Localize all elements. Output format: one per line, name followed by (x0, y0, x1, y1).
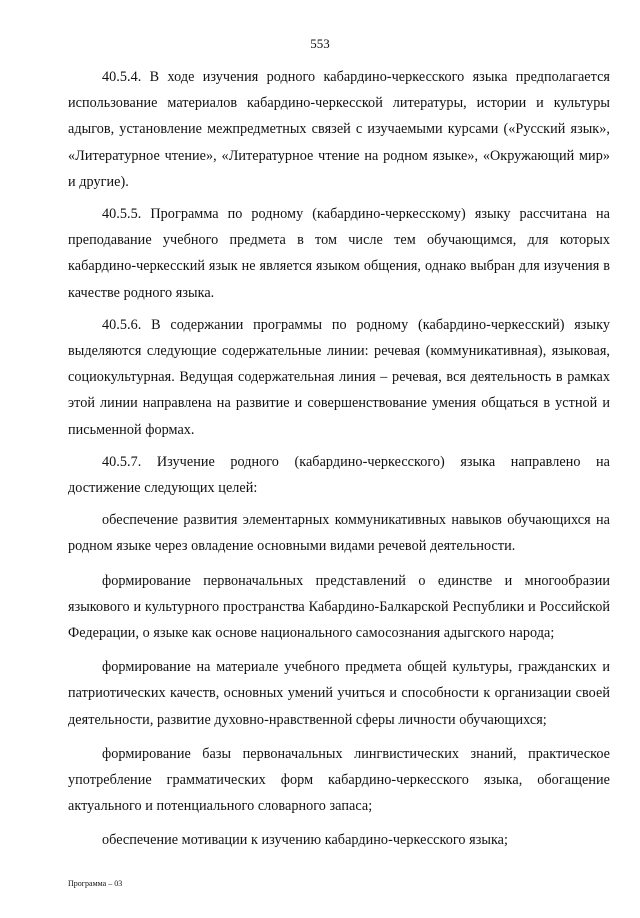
goal-item: обеспечение развития элементарных коммуникативных навыков обучающихся на родном языке через овладение основными видами речевой деятельности. (68, 512, 610, 555)
page-footer: Программа – 03 (68, 879, 123, 888)
page-number: 553 (310, 36, 330, 51)
paragraph-40-5-5: 40.5.5. Программа по родному (кабардино-черкесскому) языку рассчитана на преподавание учебного предмета в том числе тем обучающимся, для которых кабардино-черкесский язык не является языком общения, однако выбран для изучения в качестве родного языка. (68, 206, 610, 301)
paragraph-40-5-4: 40.5.4. В ходе изучения родного кабардино-черкесского языка предполагается использование материалов кабардино-черкесской литературы, истории и культуры адыгов, установление межпредметных связей с изучаемыми курсами («Русский язык», «Литературное чтение», «Литературное чтение на родном языке», «Окружающий мир» и другие). (68, 69, 610, 190)
goal-item: формирование первоначальных представлений о единстве и многообразии языкового и культурного пространства Кабардино-Балкарской Республики и Российской Федерации, о языке как основе национального самосознания адыгского народа; (68, 572, 610, 642)
goal-item: формирование на материале учебного предмета общей культуры, гражданских и патриотических качеств, основных умений учиться и способности к организации своей деятельности, развитие духовно-нравственной сферы личности обучающихся; (68, 659, 610, 728)
paragraph-40-5-7: 40.5.7. Изучение родного (кабардино-черкесского) языка направлено на достижение следующих целей: (68, 453, 610, 497)
document-body (68, 64, 610, 860)
goal-item: формирование базы первоначальных лингвистических знаний, практическое употребление грамматических форм кабардино-черкесского языка, обогащение актуального и потенциального словарного запаса; (68, 745, 610, 815)
goal-item: обеспечение мотивации к изучению кабардино-черкесского языка; (102, 832, 509, 849)
paragraph-40-5-6: 40.5.6. В содержании программы по родному (кабардино-черкесский) языку выделяются следующие содержательные линии: речевая (коммуникативная), языковая, социокультурная. Ведущая содержательная линия – речевая, вся деятельность в рамках этой линии направлена на развитие и совершенствование умения общаться в устной и письменной формах. (68, 316, 610, 438)
